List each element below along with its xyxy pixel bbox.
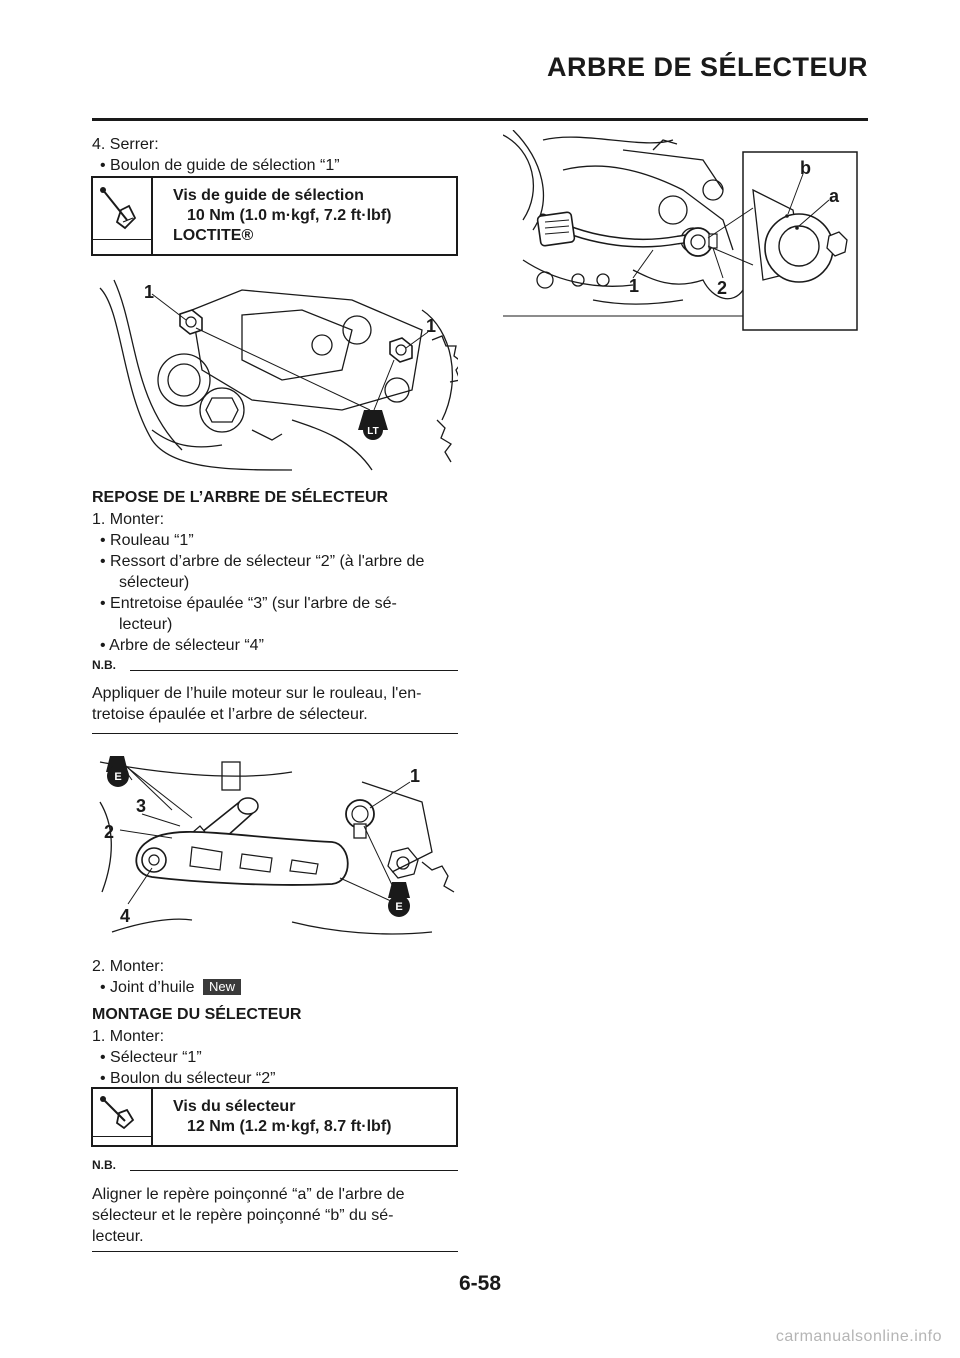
new-part-badge: New: [203, 979, 241, 995]
nb1-line: tretoise épaulée et l’arbre de sélecteur.: [92, 706, 368, 723]
nb2-end-rule: [92, 1251, 458, 1252]
spec-icon-divider: [93, 1136, 151, 1137]
nb1-end-rule: [92, 733, 458, 734]
engine-oil-badge-label: E: [395, 901, 403, 913]
repose-item-continued: lecteur): [119, 616, 173, 633]
watermark: carmanualsonline.info: [775, 1328, 942, 1345]
loctite-badge-label: LT: [367, 426, 379, 437]
spec-note: LOCTITE®: [173, 227, 254, 244]
fig2-callout-3: 3: [136, 796, 147, 816]
repose-item: • Arbre de sélecteur “4”: [100, 637, 264, 654]
torque-spec-box-2: [91, 1087, 458, 1147]
repose-step-label: 1. Monter:: [92, 511, 165, 528]
nb-label: N.B.: [92, 1158, 116, 1172]
montage-step-label: 1. Monter:: [92, 1028, 165, 1045]
repose-item: • Ressort d’arbre de sélecteur “2” (à l'arbre de: [100, 553, 425, 570]
montage-item: • Boulon du sélecteur “2”: [100, 1070, 276, 1087]
page-number: 6-58: [458, 1272, 502, 1295]
nb-line: [130, 670, 458, 671]
repose-item: • Rouleau “1”: [100, 532, 194, 549]
oil-seal-text: • Joint d’huile: [100, 979, 195, 996]
spec-icon-cell: [93, 1089, 153, 1145]
fig3-callout-1: 1: [629, 276, 640, 296]
repose-item: • Entretoise épaulée “3” (sur l'arbre de sé-: [100, 595, 397, 612]
montage-item: • Sélecteur “1”: [100, 1049, 202, 1066]
fig2-callout-1: 1: [410, 766, 421, 786]
figure-guide-bolts: [92, 270, 458, 478]
spec-torque: 12 Nm (1.2 m·kgf, 8.7 ft·lbf): [187, 1118, 392, 1135]
fig3-callout-a: a: [829, 186, 840, 206]
figure-shift-pedal: [503, 130, 861, 332]
fig1-callout-1-left: 1: [144, 282, 155, 302]
step-seal-item: [100, 977, 241, 998]
section-repose-heading: REPOSE DE L’ARBRE DE SÉLECTEUR: [92, 489, 389, 506]
spec-name: Vis de guide de sélection: [173, 187, 364, 204]
torque-wrench-icon: [93, 180, 149, 240]
step-tighten-item: • Boulon de guide de sélection “1”: [100, 157, 340, 174]
step-tighten-label: 4. Serrer:: [92, 136, 159, 153]
spec-name: Vis du sélecteur: [173, 1098, 296, 1115]
torque-wrench-icon: [93, 1091, 149, 1135]
page-title: ARBRE DE SÉLECTEUR: [546, 52, 868, 82]
spec-text-1: [173, 186, 391, 246]
spec-icon-cell: [93, 178, 153, 254]
section-montage-heading: MONTAGE DU SÉLECTEUR: [92, 1006, 302, 1023]
figure-shift-shaft-install: [92, 742, 458, 950]
header-rule: [92, 118, 868, 121]
nb2-line: sélecteur et le repère poinçonné “b” du sé-: [92, 1207, 394, 1224]
spec-text-2: [173, 1097, 391, 1137]
spec-torque: 10 Nm (1.0 m·kgf, 7.2 ft·lbf): [187, 207, 392, 224]
nb-label: N.B.: [92, 658, 116, 672]
guide-bolt-right: [390, 338, 412, 362]
nb-line: [130, 1170, 458, 1171]
fig3-callout-2: 2: [717, 278, 728, 298]
repose-item-continued: sélecteur): [119, 574, 190, 591]
nb2-line: Aligner le repère poinçonné “a” de l'arbre de: [92, 1186, 405, 1203]
nb1-line: Appliquer de l’huile moteur sur le rouleau, l'en-: [92, 685, 422, 702]
fig1-callout-1-right: 1: [426, 316, 437, 336]
torque-spec-box-1: [91, 176, 458, 256]
fig3-callout-b: b: [800, 158, 811, 178]
nb2-line: lecteur.: [92, 1228, 144, 1245]
guide-bolt-left: [180, 310, 202, 334]
fig2-callout-4: 4: [120, 906, 131, 926]
step-seal-label: 2. Monter:: [92, 958, 165, 975]
fig2-callout-2: 2: [104, 822, 115, 842]
spec-icon-divider: [93, 239, 151, 240]
engine-oil-badge-label: E: [114, 771, 122, 783]
